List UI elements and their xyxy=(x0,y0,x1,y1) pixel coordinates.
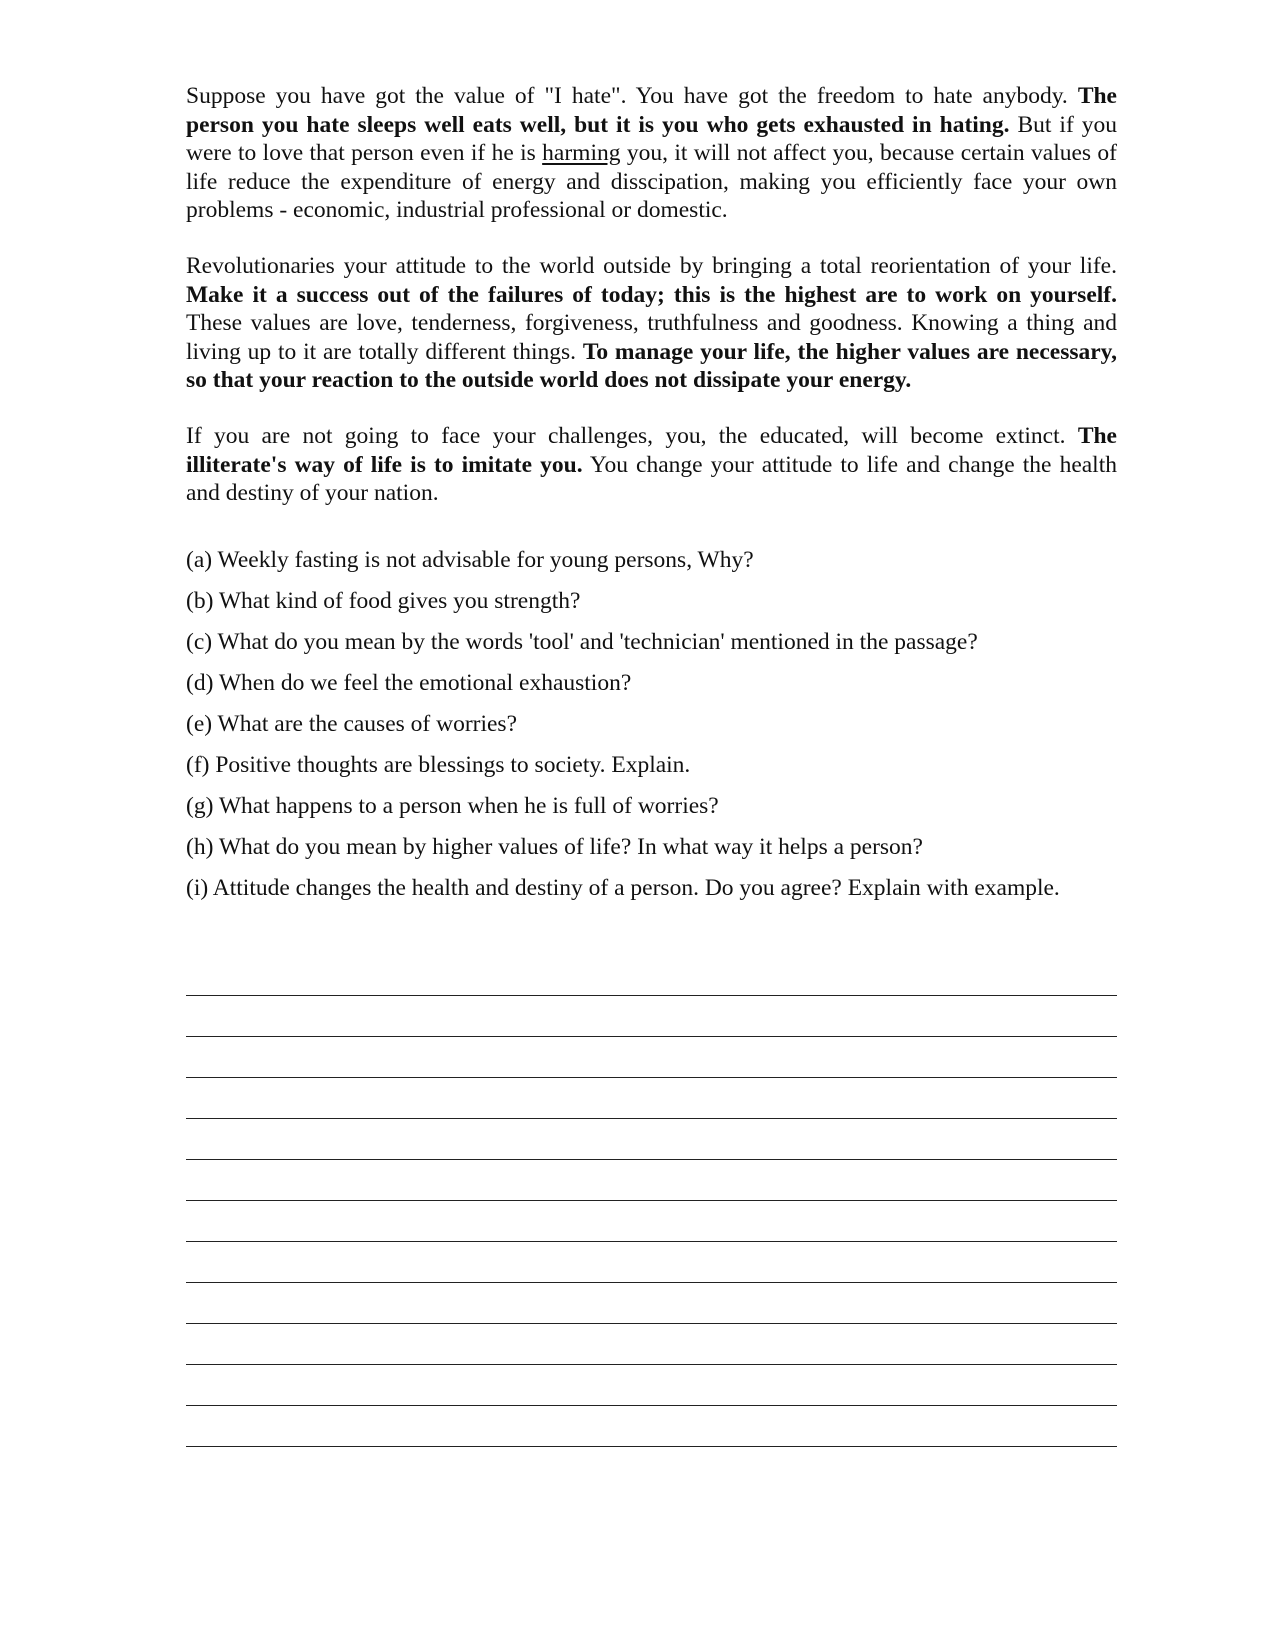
question-d: (d) When do we feel the emotional exhaustion? xyxy=(186,669,632,696)
question-list xyxy=(186,546,1117,915)
answer-line[interactable] xyxy=(186,1406,1117,1447)
passage-paragraph-2 xyxy=(186,252,1117,395)
question-g: (g) What happens to a person when he is full of worries? xyxy=(186,792,719,819)
p1-text-3: you, it will not affect you, because certain values of life reduce the expenditure of energy and disscipation, making you efficiently face your own problems - economic, industrial professional or domestic. xyxy=(186,140,1117,224)
p2-text-1: Revolutionaries your attitude to the world outside by bringing a total reorientation of your life. xyxy=(186,252,1117,279)
question-a: (a) Weekly fasting is not advisable for young persons, Why? xyxy=(186,546,754,573)
passage-paragraph-1 xyxy=(186,82,1117,225)
answer-line[interactable] xyxy=(186,1365,1117,1406)
p3-bold-1: The illiterate's way of life is to imitate you. xyxy=(186,422,1117,478)
p3-text-2: You change your attitude to life and change the health and destiny of your nation. xyxy=(186,451,1117,507)
p2-bold-2: To manage your life, the higher values are necessary, so that your reaction to the outside world does not dissipate your energy. xyxy=(186,338,1117,394)
answer-line[interactable] xyxy=(186,996,1117,1037)
p1-text-2: But if you were to love that person even if he is xyxy=(186,111,1118,167)
answer-line[interactable] xyxy=(186,1037,1117,1078)
worksheet-content xyxy=(186,82,1117,915)
question-h: (h) What do you mean by higher values of life? In what way it helps a person? xyxy=(186,833,923,860)
question-f: (f) Positive thoughts are blessings to society. Explain. xyxy=(186,751,691,778)
p3-text-1: If you are not going to face your challenges, you, the educated, will become extinct. xyxy=(186,422,1078,449)
answer-area[interactable] xyxy=(186,955,1117,1447)
answer-line[interactable] xyxy=(186,1078,1117,1119)
answer-line[interactable] xyxy=(186,1201,1117,1242)
answer-line[interactable] xyxy=(186,1242,1117,1283)
answer-line[interactable] xyxy=(186,1324,1117,1365)
question-c: (c) What do you mean by the words 'tool' and 'technician' mentioned in the passage? xyxy=(186,628,978,655)
question-b: (b) What kind of food gives you strength? xyxy=(186,587,581,614)
answer-line[interactable] xyxy=(186,955,1117,996)
p1-underlined-word: harming xyxy=(542,140,621,167)
answer-line[interactable] xyxy=(186,1160,1117,1201)
question-i: (i) Attitude changes the health and destiny of a person. Do you agree? Explain with example. xyxy=(186,874,1060,901)
answer-line[interactable] xyxy=(186,1119,1117,1160)
p2-text-2: These values are love, tenderness, forgiveness, truthfulness and goodness. Knowing a thing and living up to it are totally different things. xyxy=(186,310,1117,365)
question-e: (e) What are the causes of worries? xyxy=(186,710,518,737)
p1-text-1: Suppose you have got the value of "I hate". You have got the freedom to hate anybody. xyxy=(186,83,1078,109)
p2-bold-1: Make it a success out of the failures of today; this is the highest are to work on yourself. xyxy=(186,281,1117,308)
passage-paragraph-3 xyxy=(186,422,1117,508)
p1-bold-1: The person you hate sleeps well eats well, but it is you who gets exhausted in hating. xyxy=(186,83,1117,138)
answer-line[interactable] xyxy=(186,1283,1117,1324)
